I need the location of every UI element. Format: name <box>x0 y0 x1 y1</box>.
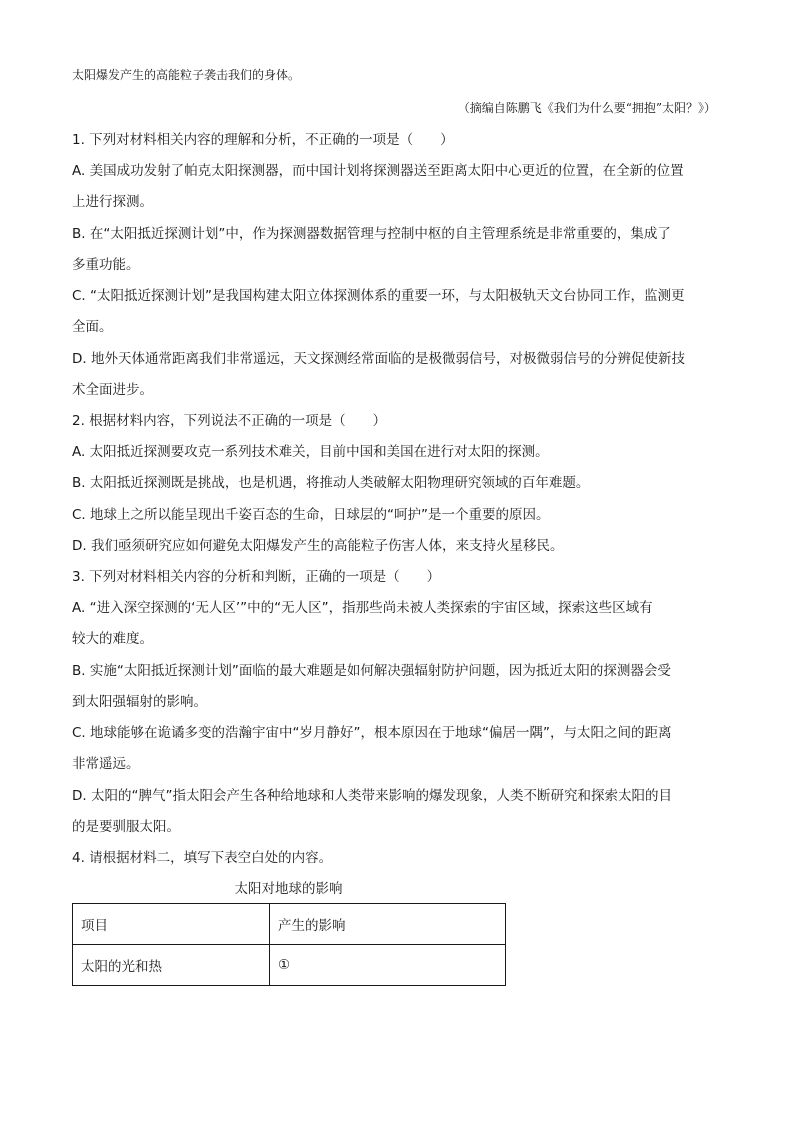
q3-option-b-line2: 到太阳强辐射的影响。 <box>72 694 207 710</box>
impact-table <box>72 903 506 986</box>
table-row <box>73 945 506 986</box>
q1-option-c-line1: C. “太阳抵近探测计划”是我国构建太阳立体探测体系的重要一环，与太阳极轨天文台协同工作，监测更 <box>72 288 685 304</box>
table-cell-item: 太阳的光和热 <box>73 945 270 986</box>
q3-option-a-line2: 较大的难度。 <box>72 631 153 647</box>
q3-option-a-line1: A. “进入深空探测的‘无人区’”中的“无人区”，指那些尚未被人类探索的宇宙区域，探索这些区域有 <box>72 600 653 616</box>
q3-option-d-line2: 的是要驯服太阳。 <box>72 819 180 835</box>
table-header-impact: 产生的影响 <box>270 904 506 945</box>
q2-option-b: B. 太阳抵近探测既是挑战，也是机遇，将推动人类破解太阳物理研究领域的百年难题。 <box>72 475 590 491</box>
q2-option-d: D. 我们亟须研究应如何避免太阳爆发产生的高能粒子伤害人体，来支持火星移民。 <box>72 538 564 554</box>
q3-option-d-line1: D. 太阳的“脾气”指太阳会产生各种给地球和人类带来影响的爆发现象，人类不断研究和探索太阳的目 <box>72 788 672 804</box>
source-citation: （摘编自陈鹏飞《我们为什么要“拥抱”太阳？》） <box>457 101 716 115</box>
q3-option-c-line2: 非常遥远。 <box>72 756 140 772</box>
table-cell-impact-blank[interactable]: ① <box>270 945 506 986</box>
q1-option-a-line2: 上进行探测。 <box>72 194 153 210</box>
table-header-row <box>73 904 506 945</box>
question-4-stem: 4. 请根据材料二，填写下表空白处的内容。 <box>72 850 333 866</box>
q1-option-b-line2: 多重功能。 <box>72 257 140 273</box>
q1-option-c-line2: 全面。 <box>72 319 113 335</box>
q1-option-b-line1: B. 在“太阳抵近探测计划”中，作为探测器数据管理与控制中枢的自主管理系统是非常重要的，集成了 <box>72 226 671 242</box>
q1-option-d-line1: D. 地外天体通常距离我们非常遥远，天文探测经常面临的是极微弱信号，对极微弱信号的分辨促使新技 <box>72 351 685 367</box>
passage-tail: 太阳爆发产生的高能粒子袭击我们的身体。 <box>72 68 301 82</box>
q1-option-d-line2: 术全面进步。 <box>72 382 153 398</box>
q2-option-c: C. 地球上之所以能呈现出千姿百态的生命，日球层的“呵护”是一个重要的原因。 <box>72 507 550 523</box>
question-3-stem: 3. 下列对材料相关内容的分析和判断，正确的一项是（ ） <box>72 569 441 585</box>
question-2-stem: 2. 根据材料内容，下列说法不正确的一项是（ ） <box>72 413 387 429</box>
table-header-item: 项目 <box>73 904 270 945</box>
q2-option-a: A. 太阳抵近探测要攻克一系列技术难关，目前中国和美国在进行对太阳的探测。 <box>72 444 549 460</box>
q1-option-a-line1: A. 美国成功发射了帕克太阳探测器，而中国计划将探测器送至距离太阳中心更近的位置，在全新的位置 <box>72 163 684 179</box>
table-caption: 太阳对地球的影响 <box>234 881 343 897</box>
q3-option-b-line1: B. 实施“太阳抵近探测计划”面临的最大难题是如何解决强辐射防护问题，因为抵近太阳的探测器会受 <box>72 663 671 679</box>
q3-option-c-line1: C. 地球能够在诡谲多变的浩瀚宇宙中“岁月静好”，根本原因在于地球“偏居一隅”，与太阳之间的距离 <box>72 725 672 741</box>
question-1-stem: 1. 下列对材料相关内容的理解和分析，不正确的一项是（ ） <box>72 132 454 148</box>
